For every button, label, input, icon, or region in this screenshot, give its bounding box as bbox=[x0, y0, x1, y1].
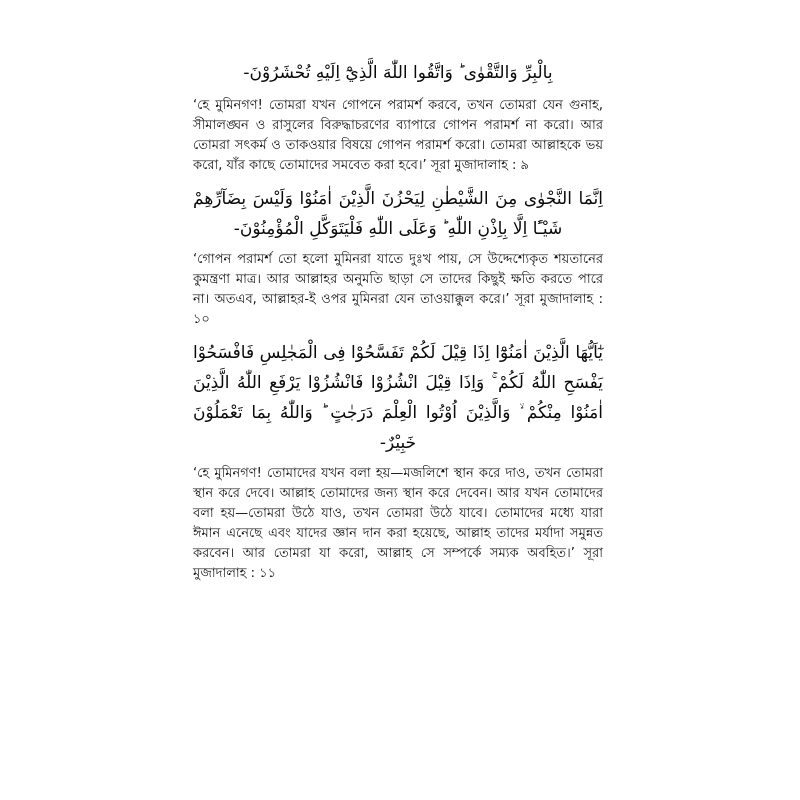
page-content bbox=[193, 40, 603, 584]
arabic-verse: بِالْبِرِّ وَالتَّقْوٰى ؕ وَاتَّقُوا اللّٰهَ الَّذِيْٓ اِلَيْهِ تُحْشَرُوْنَ- bbox=[243, 63, 553, 83]
arabic-verse: يٰٓاَيُّهَا الَّذِيْنَ اٰمَنُوْٓا اِذَا قِيْلَ لَكُمْ تَفَسَّحُوْا فِى الْمَجٰلِسِ فَافْسَحُوْا يَفْسَحِ اللّٰهُ لَكُمْ ۚ وَاِذَا قِيْلَ انْشُزُوْا فَانْشُزُوْا يَرْفَعِ اللّٰهُ الَّذِيْنَ اٰمَنُوْا مِنْكُمْ ۙ وَالَّذِيْنَ اُوْتُوا الْعِلْمَ دَرَجٰتٍ ؕ وَاللّٰهُ بِمَا تَعْمَلُوْنَ خَبِيْرٌ- bbox=[193, 343, 603, 453]
bangla-translation: ‘হে মুমিনগণ! তোমাদের যখন বলা হয়—মজলিশে স্থান করে দাও, তখন তোমরা স্থান করে দেবে। আল্লাহ তোমাদের জন্য স্থান করে দেবেন। আর যখন তোমাদের বলা হয়—তোমরা উঠে যাও, তখন তোমরা উঠে যাবে। তোমাদের মধ্যে যারা ঈমান এনেছে এবং যাদের জ্ঞান দান করা হয়েছে, আল্লাহ তাদের মর্যাদা সমুন্নত করবেন। আর তোমরা যা করো, আল্লাহ সে সম্পর্কে সম্যক অবহিত।’ সূরা মুজাদালাহ : ১১ bbox=[193, 466, 603, 581]
bangla-translation: ‘হে মুমিনগণ! তোমরা যখন গোপনে পরামর্শ করবে, তখন তোমরা যেন গুনাহ, সীমালঙ্ঘন ও রাসুলের বিরুদ্ধাচরণের ব্যাপারে গোপন পরামর্শ না করো। আর তোমরা সৎকর্ম ও তাকওয়ার বিষয়ে গোপন পরামর্শ করো। তোমরা আল্লাহকে ভয় করো, যাঁর কাছে তোমাদের সমবেত করা হবে।’ সূরা মুজাদালাহ : ৯ bbox=[193, 98, 603, 173]
arabic-verse: اِنَّمَا النَّجْوٰى مِنَ الشَّيْطٰنِ لِيَحْزُنَ الَّذِيْنَ اٰمَنُوْا وَلَيْسَ بِضَآرِّهِمْ شَيْـًٔا اِلَّا بِاِذْنِ اللّٰهِ ؕ وَعَلَى اللّٰهِ فَلْيَتَوَكَّلِ الْمُؤْمِنُوْنَ- bbox=[193, 189, 603, 239]
bangla-translation: ‘গোপন পরামর্শ তো হলো মুমিনরা যাতে দুঃখ পায়, সে উদ্দেশ্যেকৃত শয়তানের কুমন্ত্রণা মাত্র। আর আল্লাহর অনুমতি ছাড়া সে তাদের কিছুই ক্ষতি করতে পারে না। অতএব, আল্লাহর-ই ওপর মুমিনরা যেন তাওয়াক্কুল করে।’ সূরা মুজাদালাহ : ১০ bbox=[193, 252, 603, 327]
